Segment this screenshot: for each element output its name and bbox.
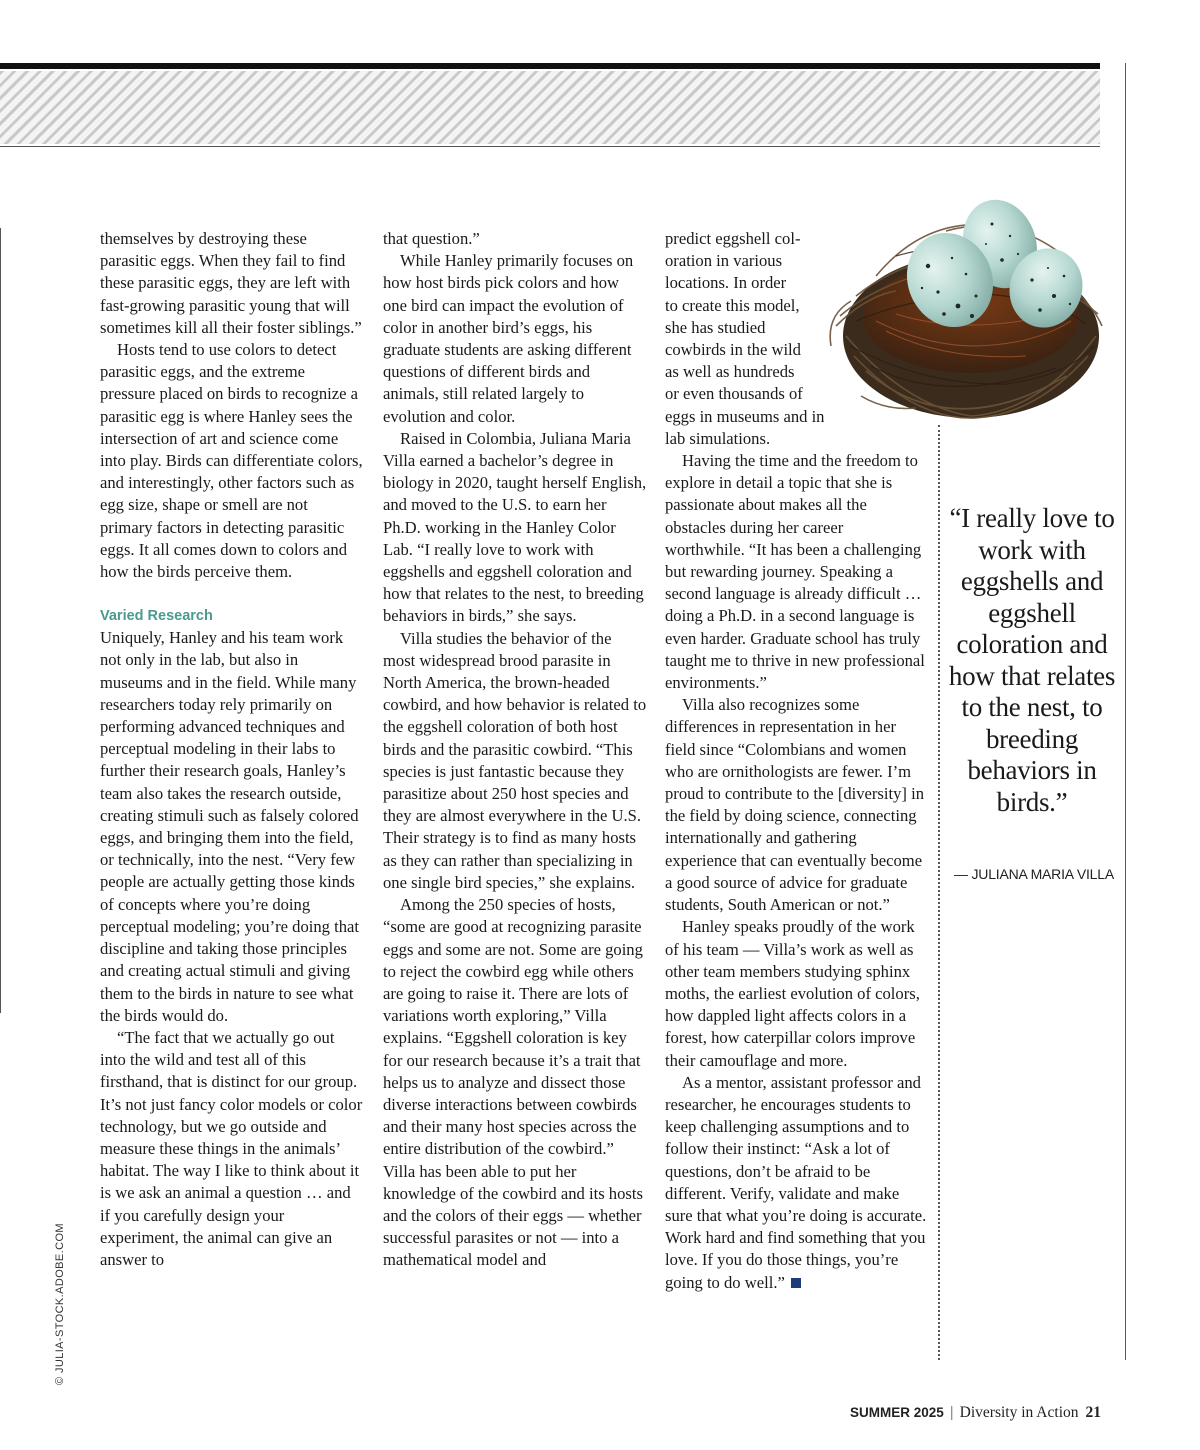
photo-credit: © JULIA-STOCK.ADOBE.COM [54, 1223, 66, 1385]
paragraph: While Hanley primarily focuses on how host birds pick colors and how one bird can impact the evolution of color in another bird’s eggs, his graduate students are asking different questions of different birds and animals, still related largely to evolution and color. [383, 251, 634, 426]
text-line: locations. In order [665, 273, 787, 293]
header-rule [0, 146, 1100, 147]
footer-separator: | [949, 1404, 954, 1421]
paragraph: themselves by destroying these parasitic eggs. When they fail to find these parasitic eggs, they are left with fast-growing parasitic young that will sometimes kill all their foster siblings.” [100, 229, 362, 337]
paragraph: Hosts tend to use colors to detect parasitic eggs, and the extreme pressure placed on birds to recognize a parasitic egg is where Hanley sees the intersection of art and science come into play. Birds can differentiate colors, and interestingly, other factors such as egg size, shape or smell are not primary factors in detecting parasitic eggs. It all comes down to colors and how the birds perceive them. [100, 340, 363, 582]
paragraph-text: As a mentor, assistant professor and researcher, he encourages students to keep challenging assumptions and to follow their instinct: “Ask a lot of questions, don’t be afraid to be different. Verify, validate and make sure that what you’re doing is accurate. Work hard and find something that you love. If you do those things, you’re going to do well.” [665, 1072, 927, 1292]
paragraph: Having the time and the freedom to explore in detail a topic that she is passionate about makes all the obstacles during her career worthwhile. “It has been a challenging but rewarding journey. Speaking a second language is already difficult … doing a Ph.D. in a second language is even harder. Graduate school has truly taught me to thrive in new professional environments.” [665, 451, 925, 693]
end-mark-icon [791, 1278, 801, 1288]
paragraph: “The fact that we actually go out into the wild and test all of this firsthand, that is distinct for our group. It’s not just fancy color models or color technology, but we go outside and measure these things in the animals’ habitat. The way I like to think about it is we ask an animal a question … and if you carefully design your experiment, the animal can give an answer to [100, 1027, 363, 1269]
paragraph: that question.” [383, 229, 480, 248]
text-line: predict eggshell col- [665, 229, 801, 248]
section-subhead: Varied Research [100, 608, 213, 625]
bird-nest-image [826, 196, 1106, 446]
text-line: eggs in museums and in [665, 406, 825, 426]
paragraph: Uniquely, Hanley and his team work not only in the lab, but also in museums and in the field. While many researchers today rely primarily on performing advanced techniques and perceptual modeling in their labs to further their research goals, Hanley’s team also takes the research outside, creating stimuli such as falsely colored eggs, and bringing them into the field, or technically, into the nest. “Very few people are actually getting those kinds of concepts where you’re doing perceptual modeling; you’re doing that discipline and taking those principles and creating actual stimuli and giving them to the birds in nature to see what the birds would do. [100, 628, 359, 1025]
page-number: 21 [1085, 1404, 1101, 1421]
paragraph: Villa studies the behavior of the most widespread brood parasite in North America, the brown-headed cowbird, and how behavior is related to the eggshell coloration of both host birds and the parasitic cowbird. “This species is just fantastic because they parasitize about 250 host species and they are almost everywhere in the U.S. Their strategy is to find as many hosts as they can rather than specializing in one single bird species,” she explains. [383, 628, 647, 892]
paragraph: Villa also recognizes some differences in representation in her field since “Colombians and women who are ornithologists are fewer. I’m proud to contribute to the [diversity] in the field by doing science, connecting internationally and gathering experience that can eventually become a good source of advice for graduate students, South American or not.” [665, 695, 924, 915]
header-hatch-band [0, 71, 1100, 144]
article-column-2 [383, 228, 647, 1272]
text-line: cowbirds in the wild [665, 340, 801, 360]
text-line: she has studied [665, 317, 766, 337]
pull-quote-attribution: — JULIANA MARIA VILLA [954, 866, 1114, 882]
paragraph: Raised in Colombia, Juliana Maria Villa earned a bachelor’s degree in biology in 2020, taught herself English, and moved to the U.S. to earn her Ph.D. working in the Hanley Color Lab. “I really love to work with eggshells and eggshell coloration and how that relates to the nest, to breeding behaviors in birds,” she says. [383, 428, 647, 626]
dotted-divider [938, 425, 940, 1360]
text-line: lab simulations. [665, 428, 771, 448]
pull-quote: “I really love to work with eggshells and eggshell coloration and how that relates to the nest, to breeding behaviors in birds.” [948, 503, 1116, 817]
text-line: oration in various [665, 251, 783, 271]
right-margin-rule [1125, 63, 1126, 1360]
issue-label: SUMMER 2025 [849, 1405, 944, 1420]
top-rule [0, 63, 1100, 69]
text-line: or even thousands of [665, 384, 803, 404]
left-margin-rule [0, 228, 1, 1013]
text-line: to create this model, [665, 295, 800, 315]
text-line: as well as hundreds [665, 362, 795, 382]
paragraph: Among the 250 species of hosts, “some are good at recognizing parasite eggs and some are not. Some are going to reject the cowbird egg while others are going to raise it. There are lots of variations worth exploring,” Villa explains. “Eggshell coloration is key for our research because it’s a trait that helps us to analyze and dissect those diverse interactions between cowbirds and their many host species across the entire distribution of the cowbird.” Villa has been able to put her knowledge of the cowbird and its hosts and the colors of their eggs — whether successful parasites or not — into a mathematical model and [383, 895, 643, 1270]
magazine-name: Diversity in Action [959, 1404, 1079, 1421]
article-column-1 [100, 228, 364, 1271]
paragraph: Hanley speaks proudly of the work of his team — Villa’s work as well as other team members studying sphinx moths, the earliest evolution of colors, how dappled light affects colors in a forest, how caterpillar colors improve their camouflage and more. [665, 917, 920, 1070]
paragraph-final [665, 1072, 927, 1294]
page-footer [850, 1403, 1101, 1422]
